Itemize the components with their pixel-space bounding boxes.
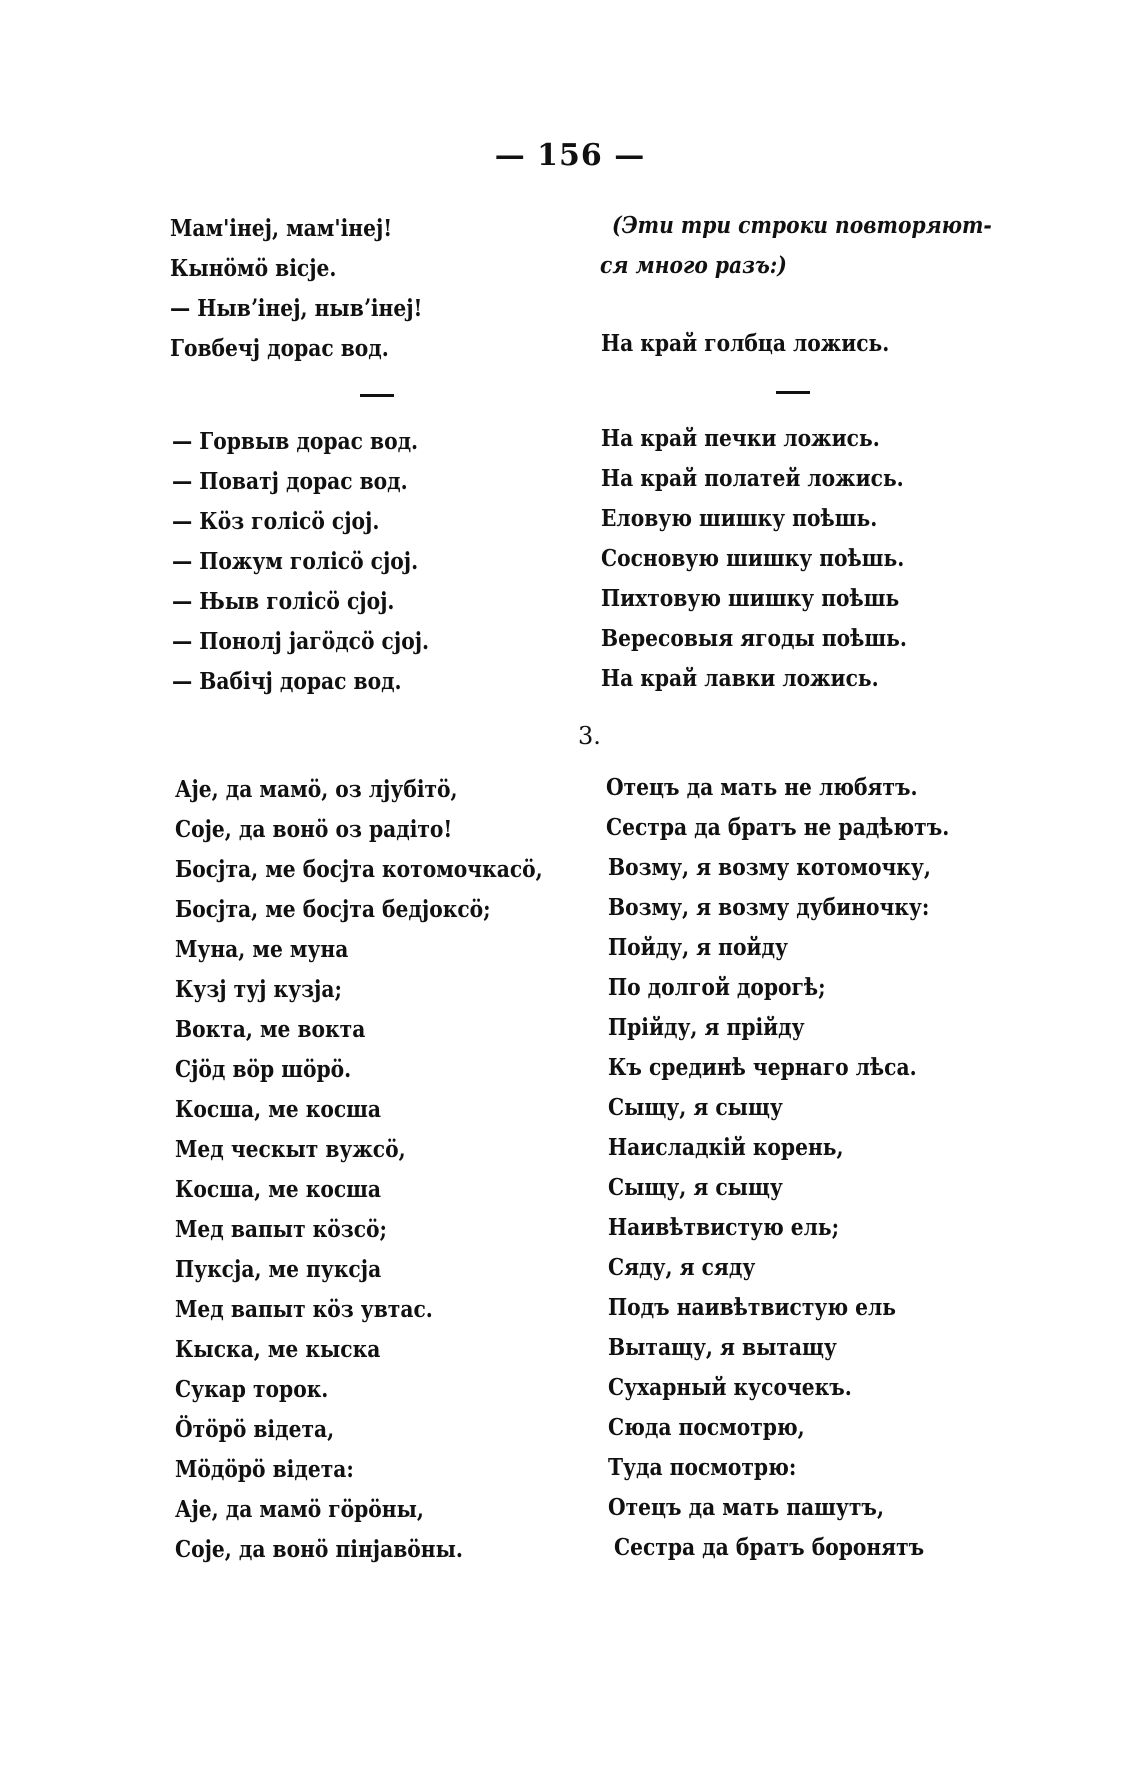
left-stanza3-line: Вокта, ме вокта — [175, 1016, 366, 1043]
right-stanza3-line: Сяду, я сяду — [608, 1254, 756, 1281]
left-stanza2-line: — Њыв голісӧ сјој. — [172, 588, 395, 615]
right-stanza3-line: Сыщу, я сыщу — [608, 1094, 783, 1121]
left-stanza3-line: Сукар торок. — [175, 1376, 329, 1403]
left-stanza3-line: Косша, ме косша — [175, 1096, 382, 1123]
page-number: — 156 — — [494, 138, 646, 173]
left-stanza3-line: Муна, ме муна — [175, 936, 349, 963]
left-stanza3-line: Кыска, ме кыска — [175, 1336, 381, 1363]
right-stanza3-line: Сестра да братъ боронятъ — [614, 1534, 925, 1561]
left-stanza3-line: Мед вапыт кӧз увтас. — [175, 1296, 433, 1323]
right-stanza3-line: Вытащу, я вытащу — [608, 1334, 837, 1361]
right-stanza3-line: Сухарный кусочекъ. — [608, 1374, 852, 1401]
right-stanza3-line: Къ срединѣ чернаго лѣса. — [608, 1054, 917, 1081]
right-line-after-note: На край голбца ложись. — [601, 330, 890, 357]
right-stanza2-line: Вересовыя ягоды поѣшь. — [601, 625, 907, 652]
right-note-line: ся много разъ:) — [600, 252, 787, 279]
right-stanza3-line: Сыщу, я сыщу — [608, 1174, 783, 1201]
right-stanza2-line: На край полатей ложись. — [601, 465, 904, 492]
left-stanza2-line: — Горвыв дорас вод. — [172, 428, 419, 455]
left-stanza3-line: Пуксја, ме пуксја — [175, 1256, 382, 1283]
left-stanza2-line: — Вабічј дорас вод. — [172, 668, 402, 695]
right-stanza2-line: На край лавки ложись. — [601, 665, 879, 692]
right-stanza3-line: Сестра да братъ не радѣютъ. — [606, 814, 950, 841]
right-stanza3-line: Сюда посмотрю, — [608, 1414, 805, 1441]
right-stanza3-line: Прійду, я прійду — [608, 1014, 805, 1041]
right-stanza3-line: Подъ наивѣтвистую ель — [608, 1294, 897, 1321]
left-stanza3-line: Мед вапыт кӧзсӧ; — [175, 1216, 388, 1243]
right-stanza3-line: Возму, я возму котомочку, — [608, 854, 931, 881]
left-stanza3-line: Косша, ме косша — [175, 1176, 382, 1203]
left-stanza1-line: Мам'інеј, мам'інеј! — [170, 215, 393, 242]
left-stanza1-line: Кынӧмӧ вісје. — [170, 255, 337, 282]
left-stanza3-line: Сјӧд вӧр шӧрӧ. — [175, 1056, 352, 1083]
left-stanza1-line: — Нывʼінеј, нывʼінеј! — [170, 295, 423, 322]
right-stanza2-line: Еловую шишку поѣшь. — [601, 505, 878, 532]
left-stanza2-line: — Поватј дорас вод. — [172, 468, 408, 495]
left-stanza-divider — [360, 394, 394, 397]
left-stanza3-line: Босјта, ме босјта котомочкасӧ, — [175, 856, 543, 883]
left-stanza3-line: Соје, да вонӧ пінјавӧны. — [175, 1536, 463, 1563]
right-stanza2-line: Сосновую шишку поѣшь. — [601, 545, 905, 572]
section-number: 3. — [578, 722, 601, 750]
right-stanza3-line: Наисладкій корень, — [608, 1134, 844, 1161]
left-stanza3-line: Кузј туј кузја; — [175, 976, 342, 1003]
right-stanza3-line: Отецъ да мать не любятъ. — [606, 774, 918, 801]
right-stanza3-line: Возму, я возму дубиночку: — [608, 894, 930, 921]
right-stanza3-line: Наивѣтвистую ель; — [608, 1214, 840, 1241]
right-note-line: (Эти три строки повторяют- — [612, 212, 992, 239]
right-stanza3-line: Отецъ да мать пашутъ, — [608, 1494, 885, 1521]
left-stanza1-line: Говбечј дорас вод. — [170, 335, 389, 362]
right-stanza2-line: На край печки ложись. — [601, 425, 880, 452]
left-stanza3-line: Аје, да мамӧ гӧрӧны, — [175, 1496, 424, 1523]
left-stanza3-line: Аје, да мамӧ, оз лјубітӧ, — [175, 776, 458, 803]
left-stanza3-line: Ӧтӧрӧ відета, — [175, 1416, 335, 1443]
right-stanza2-line: Пихтовую шишку поѣшь — [601, 585, 900, 612]
left-stanza3-line: Мӧдӧрӧ відета: — [175, 1456, 354, 1483]
left-stanza3-line: Соје, да вонӧ оз радіто! — [175, 816, 453, 843]
left-stanza2-line: — Пожум голісӧ сјој. — [172, 548, 419, 575]
right-stanza3-line: По долгой дорогѣ; — [608, 974, 826, 1001]
right-stanza3-line: Туда посмотрю: — [608, 1454, 797, 1481]
left-stanza2-line: — Кӧз голісӧ сјој. — [172, 508, 380, 535]
left-stanza2-line: — Понолј јагӧдсӧ сјој. — [172, 628, 430, 655]
right-stanza-divider — [776, 391, 810, 394]
left-stanza3-line: Мед ческыт вужсӧ, — [175, 1136, 406, 1163]
right-stanza3-line: Пойду, я пойду — [608, 934, 788, 961]
left-stanza3-line: Босјта, ме босјта бедјоксӧ; — [175, 896, 491, 923]
